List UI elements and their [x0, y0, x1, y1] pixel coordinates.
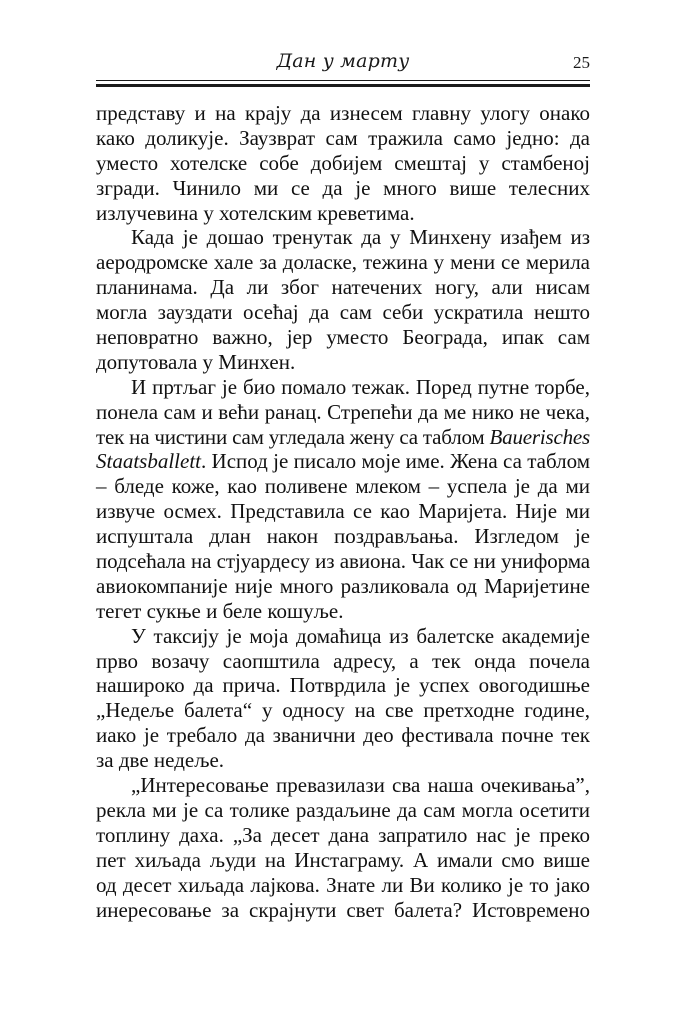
- text-line: [96, 723, 590, 748]
- text-line: [96, 848, 590, 873]
- line-text: могла зауздати осећај да сам себи ускратила нешто: [96, 300, 590, 325]
- text-line: [96, 698, 590, 723]
- line-text: прво возачу саопштила адресу, а тек онда почела: [96, 648, 590, 673]
- line-text: „Недеље балета“ у односу на све претходне године,: [96, 698, 590, 723]
- line-text: инересовање за скрајнути свет балета? Истовремено: [96, 897, 590, 922]
- line-text: испуштала длан након поздрављања. Изгледом је: [96, 524, 590, 549]
- text-line: [96, 624, 590, 649]
- line-text: авиокомпаније није много разликовала од Маријетине: [96, 573, 590, 598]
- line-text: допутовала у Минхен.: [96, 349, 296, 374]
- line-text: од десет хиљада лајкова. Знате ли Ви колико је то јако: [96, 872, 590, 897]
- text-line: [96, 225, 590, 250]
- header-rule-thin: [96, 80, 590, 81]
- body-text: [96, 101, 590, 922]
- text-line: [96, 375, 590, 400]
- line-text: „Интересовање превазилази сва наша очекивања”,: [131, 773, 590, 798]
- header-rule-thick: [96, 84, 590, 87]
- line-text: рекла ми је са толике раздаљине да сам могла осетити: [96, 797, 590, 822]
- line-text: излучевина у хотелским креветима.: [96, 200, 415, 225]
- text-line: [96, 400, 590, 425]
- italic-phrase: Bauerisches: [489, 424, 590, 449]
- line-text: за две недеље.: [96, 748, 225, 773]
- text-line: [96, 126, 590, 151]
- line-text: У таксију је моја домаћица из балетске академије: [131, 623, 590, 648]
- text-line: [96, 474, 590, 499]
- text-line: [96, 275, 590, 300]
- line-text: . Испод је писало моје име. Жена са таблом: [201, 449, 590, 474]
- line-text: неповратно важно, јер уместо Београда, ипак сам: [96, 325, 590, 350]
- line-text: пет хиљада људи на Инстаграму. А имали смо више: [96, 847, 590, 872]
- page-number: 25: [573, 53, 590, 72]
- line-text: згради. Чинило ми се да је много више телесних: [96, 175, 590, 200]
- text-line: [96, 300, 590, 325]
- line-text: нашироко да прича. Потврдила је успех овогодишње: [96, 673, 590, 698]
- text-line: [96, 873, 590, 898]
- text-line: [96, 176, 590, 201]
- text-line: [96, 649, 590, 674]
- text-line: [96, 898, 590, 923]
- text-line: [96, 524, 590, 549]
- text-line: [96, 574, 590, 599]
- line-text: И пртљаг је био помало тежак. Поред путне торбе,: [131, 374, 590, 399]
- italic-phrase: Staatsballett: [96, 449, 201, 474]
- text-line: [96, 748, 590, 773]
- text-line: [96, 201, 590, 226]
- line-text: топлину даха. „За десет дана запратило нас је преко: [96, 822, 590, 847]
- text-line: [96, 673, 590, 698]
- text-line: [96, 151, 590, 176]
- line-text: како доликује. Заузврат сам тражила само једно: да: [96, 125, 590, 150]
- line-text: тек на чистини сам угледала жену са таблом: [96, 424, 490, 449]
- text-line: [96, 425, 590, 450]
- line-text: представу и на крају да изнесем главну улогу онако: [96, 101, 590, 125]
- text-line: [96, 823, 590, 848]
- text-line: [96, 449, 590, 474]
- text-line: [96, 101, 590, 126]
- text-line: [96, 499, 590, 524]
- text-line: [96, 773, 590, 798]
- line-text: аеродромске хале за доласке, тежина у мени се мерила: [96, 250, 590, 275]
- text-line: [96, 325, 590, 350]
- chapter-title: Дан у марту: [276, 50, 410, 72]
- line-text: извуче осмех. Представила се као Маријета. Није ми: [96, 499, 590, 524]
- text-line: [96, 549, 590, 574]
- text-line: [96, 250, 590, 275]
- line-text: подсећала на стјуардесу из авиона. Чак се ни униформа: [96, 549, 590, 574]
- line-text: планинама. Да ли због натечених ногу, али нисам: [96, 275, 590, 300]
- line-text: тегет сукње и беле кошуље.: [96, 598, 344, 623]
- line-text: понела сам и већи ранац. Стрепећи да ме нико не чека,: [96, 399, 590, 424]
- text-line: [96, 350, 590, 375]
- line-text: – бледе коже, као поливене млеком – успела је да ми: [96, 474, 590, 499]
- running-header: [96, 50, 590, 78]
- text-line: [96, 599, 590, 624]
- text-line: [96, 798, 590, 823]
- line-text: уместо хотелске собе добијем смештај у стамбеној: [96, 150, 590, 175]
- line-text: иако је требало да званични део фестивала почне тек: [96, 723, 590, 748]
- line-text: Када је дошао тренутак да у Минхену изађем из: [131, 225, 590, 250]
